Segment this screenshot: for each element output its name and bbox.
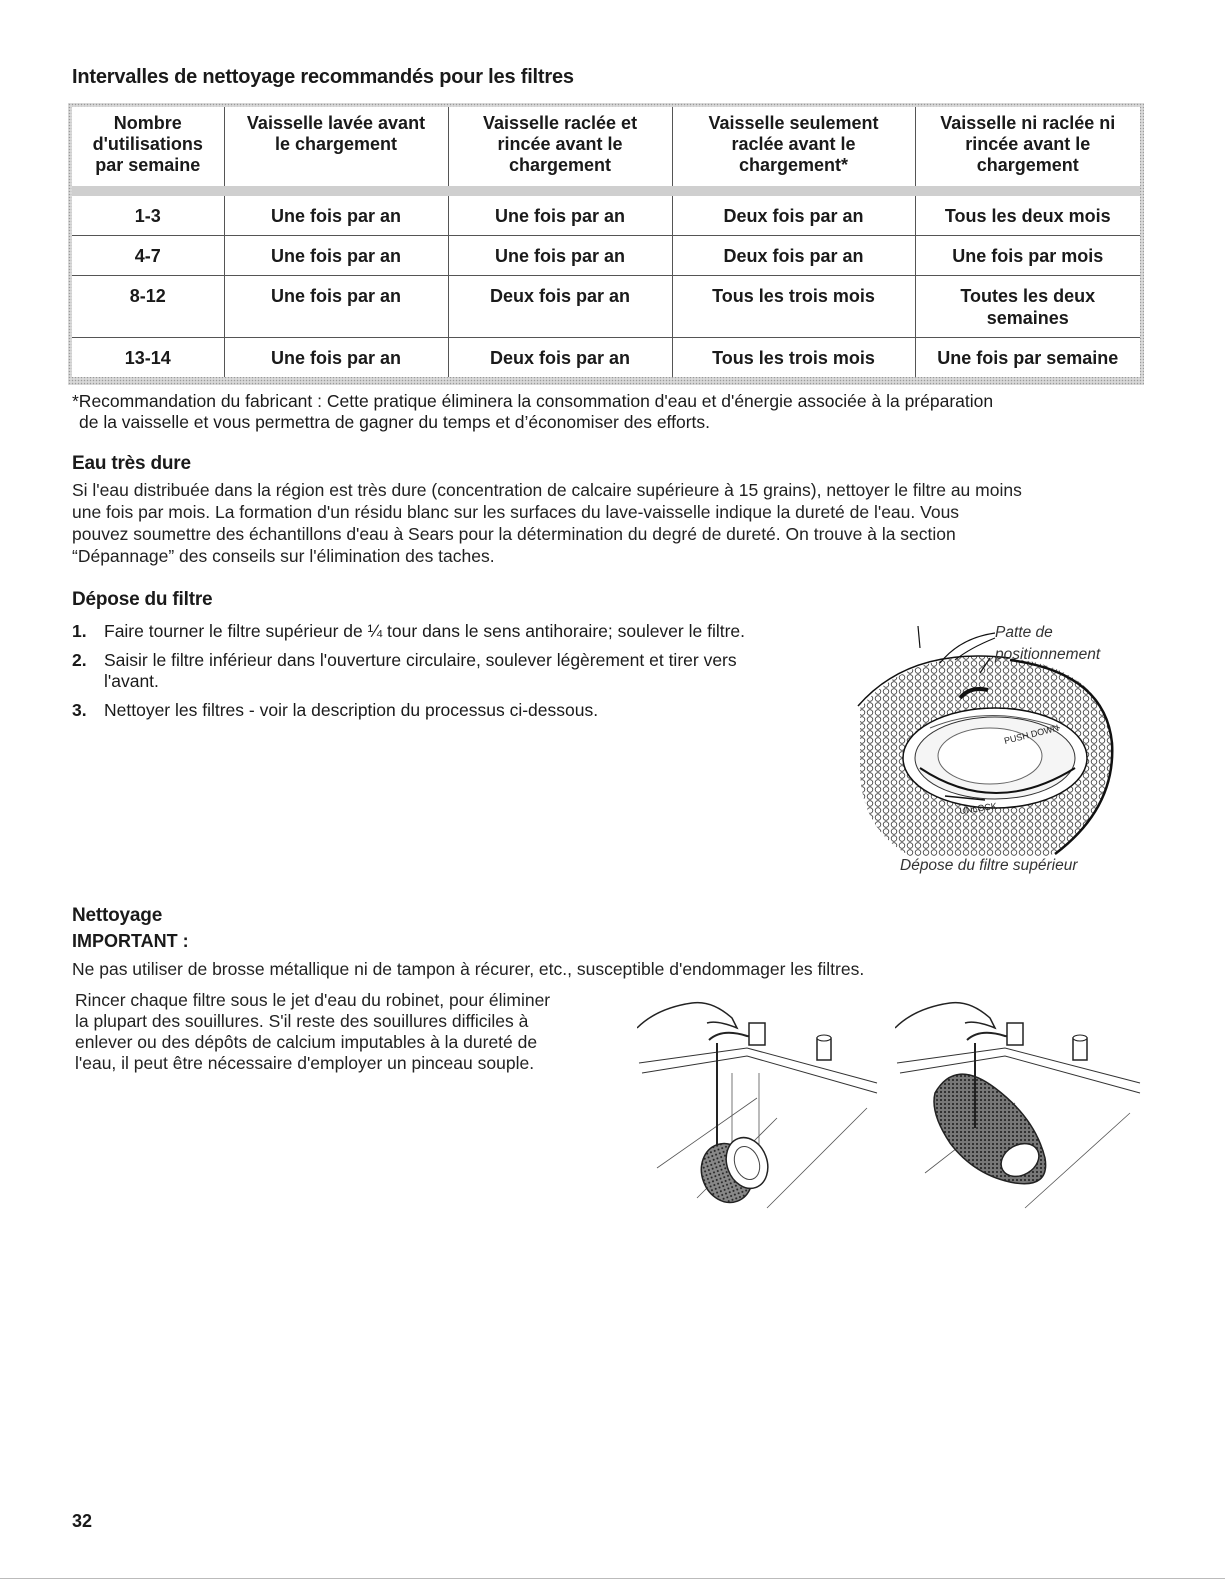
cell-line: Une fois par an xyxy=(494,246,626,266)
step-number: 3. xyxy=(72,700,87,720)
paragraph-line: la plupart des souillures. S'il reste des souillures difficiles à xyxy=(75,1011,529,1031)
interval-cell xyxy=(915,191,1140,236)
interval-cell xyxy=(224,338,448,378)
column-header-line: Vaisselle ni raclée ni xyxy=(940,113,1116,133)
step-text: Saisir le filtre inférieur dans l'ouverture circulaire, soulever légèrement et tirer vers xyxy=(104,650,737,670)
paragraph-line: pouvez soumettre des échantillons d'eau à Sears pour la détermination du degré de dureté. On trouve à la section xyxy=(72,524,956,544)
bottom-divider xyxy=(0,1578,1225,1579)
column-header-line: rincée avant le xyxy=(497,134,623,154)
step-item xyxy=(72,700,862,721)
interval-cell xyxy=(672,276,915,338)
step-number: 2. xyxy=(72,650,87,670)
cleaning-paragraph xyxy=(75,990,635,1074)
interval-cell xyxy=(672,338,915,378)
hard-water-heading: Eau très dure xyxy=(72,453,191,474)
interval-cell xyxy=(915,236,1140,276)
paragraph-line: enlever ou des dépôts de calcium imputables à la dureté de xyxy=(75,1032,538,1052)
interval-cell xyxy=(915,276,1140,338)
cell-line: Deux fois par an xyxy=(723,246,864,266)
push-down-label: PUSH DOWN xyxy=(1003,722,1060,746)
usage-count-cell xyxy=(72,191,224,236)
interval-cell xyxy=(224,236,448,276)
cell-line: 1-3 xyxy=(134,206,161,226)
cell-line: Toutes les deux xyxy=(960,286,1096,306)
cleaning-heading: Nettoyage xyxy=(72,905,163,926)
column-header-line: chargement xyxy=(508,155,612,175)
table-body xyxy=(72,191,1140,377)
usage-count-cell xyxy=(72,338,224,378)
interval-cell xyxy=(448,338,672,378)
cell-line: Deux fois par an xyxy=(723,206,864,226)
upper-filter-caption: Dépose du filtre supérieur xyxy=(900,857,1078,874)
table-row xyxy=(72,338,1140,378)
usage-count-cell xyxy=(72,236,224,276)
interval-cell xyxy=(672,236,915,276)
interval-cell xyxy=(224,191,448,236)
column-header xyxy=(915,107,1140,191)
cell-line: Tous les trois mois xyxy=(712,286,875,306)
intervals-table xyxy=(72,107,1140,377)
unlock-label: UNLOCK xyxy=(958,800,998,816)
column-header-line: Vaisselle raclée et xyxy=(482,113,638,133)
column-header-line: rincée avant le xyxy=(965,134,1091,154)
removal-steps xyxy=(72,621,862,729)
cell-line: 13-14 xyxy=(124,348,171,368)
column-header xyxy=(72,107,224,191)
step-text: Faire tourner le filtre supérieur de ¼ tour dans le sens antihoraire; soulever le filtre. xyxy=(104,621,746,641)
cell-line: Tous les trois mois xyxy=(712,348,875,368)
cell-line: Une fois par semaine xyxy=(937,348,1119,368)
step-text: l'avant. xyxy=(104,671,159,691)
interval-cell xyxy=(448,236,672,276)
step-text: Nettoyer les filtres - voir la description du processus ci-dessous. xyxy=(104,700,599,720)
cell-line: Deux fois par an xyxy=(489,286,631,306)
cleaning-warning: Ne pas utiliser de brosse métallique ni de tampon à récurer, etc., susceptible d'endommager les filtres. xyxy=(72,959,865,979)
interval-cell xyxy=(672,191,915,236)
intervals-heading: Intervalles de nettoyage recommandés pour les filtres xyxy=(72,66,574,88)
column-header-line: par semaine xyxy=(95,155,201,175)
paragraph-line: Si l'eau distribuée dans la région est très dure (concentration de calcaire supérieure à 15 grains), nettoyer le filtre au moins xyxy=(72,480,1022,500)
cell-line: Tous les deux mois xyxy=(944,206,1111,226)
cell-line: Une fois par an xyxy=(270,246,402,266)
column-header xyxy=(672,107,915,191)
column-header-line: d'utilisations xyxy=(92,134,203,154)
paragraph-line: une fois par mois. La formation d'un résidu blanc sur les surfaces du lave-vaisselle indique la dureté de l'eau. Vous xyxy=(72,502,960,522)
callout-line: Patte de xyxy=(995,624,1053,641)
cell-line: Une fois par an xyxy=(270,348,402,368)
paragraph-line: l'eau, il peut être nécessaire d'employer un pinceau souple. xyxy=(75,1053,535,1073)
rinse-lower-filter-illustration xyxy=(637,998,882,1213)
manufacturer-note xyxy=(72,391,1152,433)
removal-heading: Dépose du filtre xyxy=(72,589,213,610)
column-header-line: Nombre xyxy=(113,113,182,133)
important-label: IMPORTANT : xyxy=(72,931,189,951)
cell-line: semaines xyxy=(986,308,1069,328)
cell-line: 8-12 xyxy=(129,286,166,306)
paragraph-line: Rincer chaque filtre sous le jet d'eau du robinet, pour éliminer xyxy=(75,990,551,1010)
table-row xyxy=(72,236,1140,276)
table-header-row xyxy=(72,107,1140,191)
interval-cell xyxy=(448,191,672,236)
cell-line: 4-7 xyxy=(134,246,161,266)
table-row xyxy=(72,191,1140,236)
table-row xyxy=(72,276,1140,338)
column-header-line: chargement xyxy=(976,155,1079,175)
column-header-line: chargement* xyxy=(738,155,849,175)
column-header-line: raclée avant le xyxy=(731,134,856,154)
column-header-line: Vaisselle lavée avant xyxy=(246,113,426,133)
column-header xyxy=(448,107,672,191)
step-item xyxy=(72,650,862,692)
step-number: 1. xyxy=(72,621,87,641)
paragraph-line: “Dépannage” des conseils sur l'élimination des taches. xyxy=(72,546,495,566)
intervals-table-frame xyxy=(68,103,1144,385)
column-header-line: Vaisselle seulement xyxy=(708,113,879,133)
cell-line: Une fois par mois xyxy=(952,246,1104,266)
callout-line: positionnement xyxy=(995,646,1101,663)
column-header xyxy=(224,107,448,191)
cell-line: Deux fois par an xyxy=(489,348,631,368)
column-header-line: le chargement xyxy=(274,134,398,154)
interval-cell xyxy=(915,338,1140,378)
usage-count-cell xyxy=(72,276,224,338)
page-number: 32 xyxy=(72,1511,93,1531)
positioning-tab-callout xyxy=(995,622,1100,666)
cell-line: Une fois par an xyxy=(494,206,626,226)
note-line: *Recommandation du fabricant : Cette pratique éliminera la consommation d'eau et d'énergie associée à la préparation xyxy=(72,391,994,411)
cell-line: Une fois par an xyxy=(270,286,402,306)
interval-cell xyxy=(224,276,448,338)
note-line: de la vaisselle et vous permettra de gagner du temps et d’économiser des efforts. xyxy=(79,412,710,432)
rinse-upper-filter-illustration xyxy=(895,998,1145,1213)
hard-water-paragraph xyxy=(72,479,1152,567)
cell-line: Une fois par an xyxy=(270,206,402,226)
interval-cell xyxy=(448,276,672,338)
step-item xyxy=(72,621,862,642)
